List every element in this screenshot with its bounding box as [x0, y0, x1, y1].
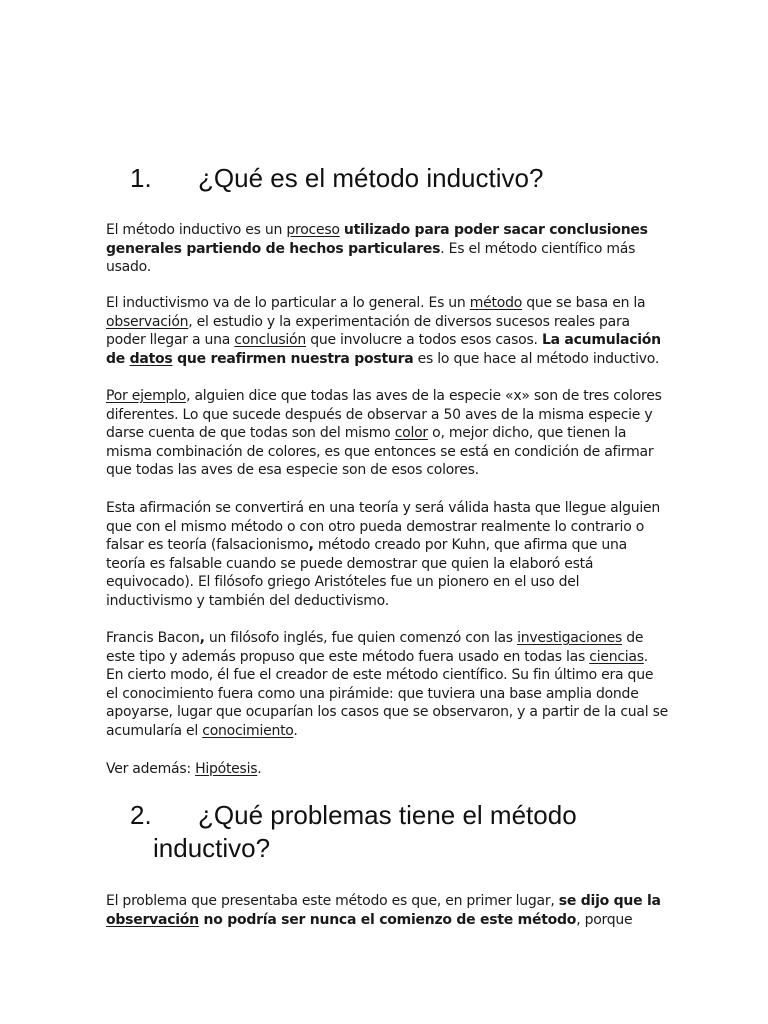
- p5-text-b: un filósofo inglés, fue quien comenzó con las: [204, 630, 518, 646]
- link-ciencias[interactable]: ciencias: [589, 648, 644, 665]
- p3-text-a: , alguien dice que todas las aves de la especie «x» son de tres colores diferentes. Lo que sucede después de observar a 50 aves de la misma especie y darse cuenta de que todas son del mismo: [106, 388, 662, 442]
- link-observacion-2[interactable]: observación: [106, 911, 199, 928]
- section-1-number: 1.: [130, 163, 152, 193]
- paragraph-4: [106, 499, 668, 611]
- paragraph-5: [106, 629, 668, 741]
- section-2-title-line-2: inductivo?: [153, 833, 271, 863]
- link-datos[interactable]: datos: [129, 350, 173, 367]
- p5-text-c: de este tipo y además propuso que este método fuera usado en todas las: [106, 630, 644, 665]
- p4-bold-comma: ,: [308, 537, 314, 554]
- link-conclusion[interactable]: conclusión: [234, 332, 306, 349]
- p5-text-d: . En cierto modo, él fue el creador de este método científico. Su fin último era que el conocimiento fuera como una pirámide: que tuviera una base amplia donde apoyarse, lugar que ocuparían los casos que se observaron, y a partir de la cual se acumularía el: [106, 648, 668, 739]
- p1-bold-a: utilizado para poder sacar conclusiones generales partiendo de hechos particulares: [106, 222, 648, 257]
- p4-text-a: Esta afirmación se convertirá en una teoría y será válida hasta que llegue alguien que con el mismo método o con otro pueda demostrar realmente lo contrario o falsar es teoría (falsacionismo: [106, 500, 661, 554]
- p1-text-c: . Es el método científico más usado.: [106, 240, 636, 276]
- section-2-title-line-1: ¿Qué problemas tiene el método: [198, 800, 577, 830]
- paragraph-2: [106, 294, 668, 368]
- p2-text-a: El inductivismo va de lo particular a lo general. Es un: [106, 295, 470, 311]
- link-hipotesis[interactable]: Hipótesis: [195, 761, 258, 777]
- paragraph-1: [106, 221, 668, 277]
- p5-text-e: .: [293, 722, 298, 739]
- p2-text-c: , el estudio y la experimentación de diversos sucesos reales para poder llegar a una: [106, 313, 630, 349]
- p2-text-b: que se basa en la: [522, 295, 646, 311]
- p4-text-b: método creado por Kuhn, que afirma que una teoría es falsable cuando se puede demostrar que quien la elaboró está equivocado). El filósofo griego Aristóteles fue un pionero en el uso del inductivismo y también del deductivismo.: [106, 537, 628, 609]
- link-conocimiento[interactable]: conocimiento: [202, 722, 294, 739]
- p7-text-b: , porque: [576, 911, 633, 928]
- p7-bold-a: se dijo que la: [558, 893, 661, 909]
- paragraph-3: [106, 387, 668, 480]
- paragraph-6: [106, 760, 668, 779]
- p1-text-a: El método inductivo es un: [106, 222, 287, 238]
- link-color[interactable]: color: [394, 425, 428, 442]
- p2-text-d: que involucre a todos esos casos.: [306, 332, 542, 349]
- link-investigaciones[interactable]: investigaciones: [517, 630, 623, 646]
- p2-bold-b: que reafirmen nuestra postura: [172, 350, 414, 367]
- link-proceso[interactable]: proceso: [286, 222, 340, 238]
- p7-bold-b: no podría ser nunca el comienzo de este método: [198, 911, 577, 928]
- link-metodo[interactable]: método: [469, 295, 523, 311]
- p2-text-e: es lo que hace al método inductivo.: [413, 350, 660, 367]
- section-2-heading: [130, 799, 577, 865]
- p2-bold-a: La acumulación de: [106, 332, 661, 367]
- p6-text-a: Ver además:: [106, 761, 196, 777]
- section-1-heading: [130, 162, 543, 195]
- p7-text-a: El problema que presentaba este método es que, en primer lugar,: [106, 893, 559, 909]
- paragraph-7: [106, 892, 668, 929]
- p5-bold-comma: ,: [199, 630, 205, 646]
- p3-text-b: o, mejor dicho, que tienen la misma combinación de colores, es que entonces se está en condición de afirmar que todas las aves de esa especie son de esos colores.: [106, 425, 654, 479]
- link-por-ejemplo[interactable]: Por ejemplo: [106, 388, 187, 404]
- p5-text-a: Francis Bacon: [106, 630, 200, 646]
- section-1-title: ¿Qué es el método inductivo?: [198, 163, 544, 193]
- p6-text-b: .: [257, 761, 262, 777]
- link-observacion[interactable]: observación: [106, 313, 189, 330]
- section-2-number: 2.: [130, 800, 152, 830]
